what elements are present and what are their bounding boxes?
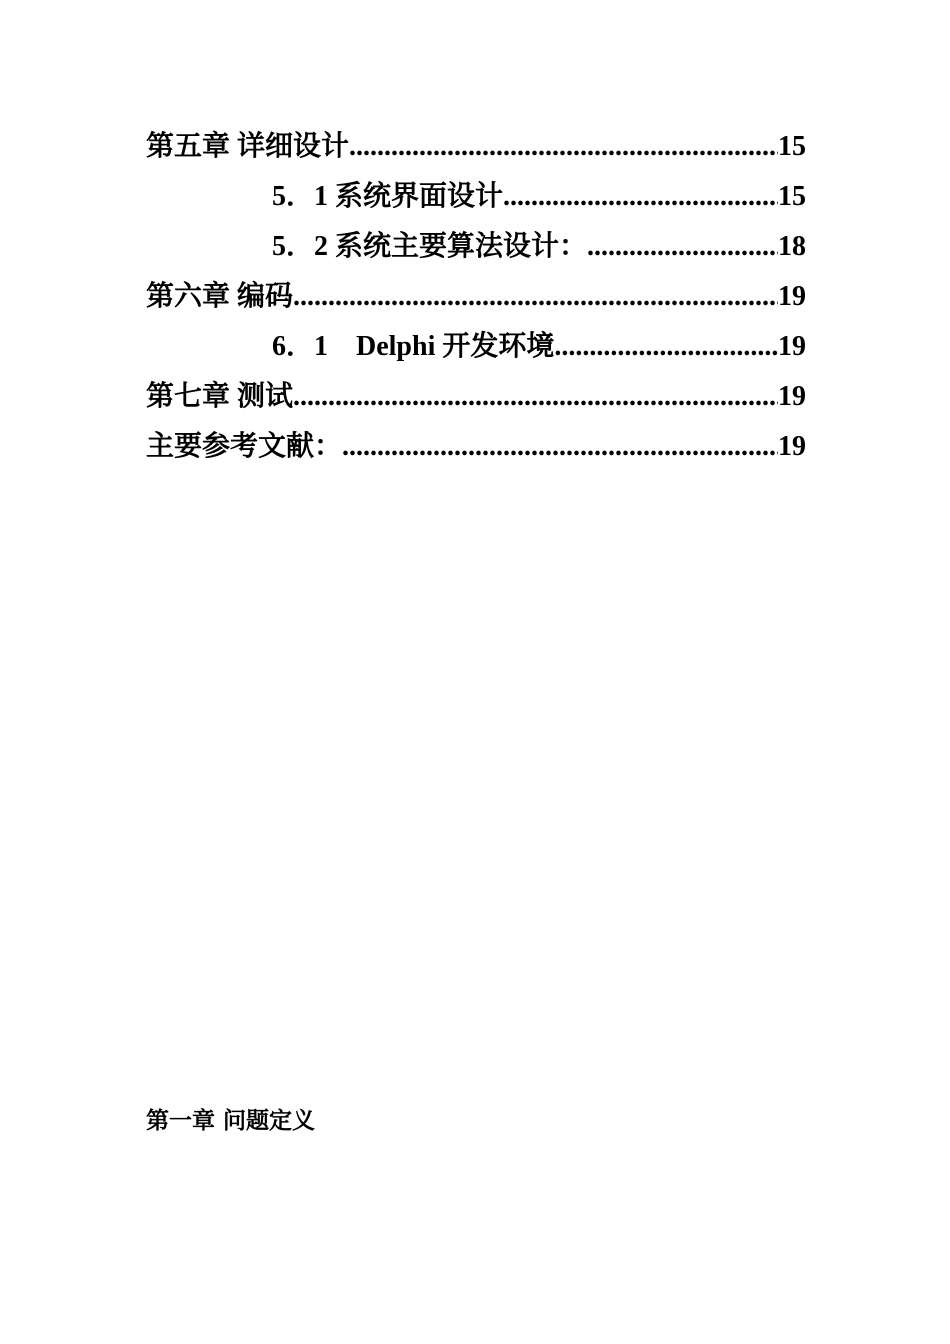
toc-entry-page: 19	[778, 431, 806, 462]
toc-entry[interactable]	[146, 124, 806, 174]
toc-entry-page: 19	[778, 381, 806, 412]
toc-entry-page: 18	[778, 231, 806, 262]
toc-dot-leader	[554, 331, 778, 363]
toc-dot-leader	[587, 231, 778, 263]
toc-entry-page: 15	[778, 131, 806, 162]
toc-entry-page: 15	[778, 181, 806, 212]
toc-entry[interactable]	[146, 274, 806, 324]
toc-entry-label: 5．2 系统主要算法设计：	[272, 231, 588, 262]
toc-entry-label: 第五章 详细设计	[146, 131, 350, 162]
toc-dot-leader	[293, 381, 778, 413]
toc-dot-leader	[503, 181, 778, 213]
toc-entry[interactable]	[146, 224, 806, 274]
toc-dot-leader	[293, 281, 778, 313]
toc-entry-label: 主要参考文献：	[146, 431, 343, 462]
toc-entry-page: 19	[778, 281, 806, 312]
toc-entry[interactable]	[146, 324, 806, 374]
toc-entry-label: 6．1 Delphi 开发环境	[272, 331, 555, 362]
toc-dot-leader	[349, 131, 778, 163]
chapter-heading: 第一章 问题定义	[146, 1108, 316, 1134]
toc-entry-label: 第七章 测试	[146, 381, 294, 412]
table-of-contents	[146, 124, 806, 474]
toc-entry-label: 第六章 编码	[146, 281, 294, 312]
toc-entry[interactable]	[146, 174, 806, 224]
toc-dot-leader	[342, 431, 778, 463]
toc-entry-label: 5．1 系统界面设计	[272, 181, 504, 212]
toc-entry[interactable]	[146, 424, 806, 474]
toc-entry[interactable]	[146, 374, 806, 424]
toc-entry-page: 19	[778, 331, 806, 362]
